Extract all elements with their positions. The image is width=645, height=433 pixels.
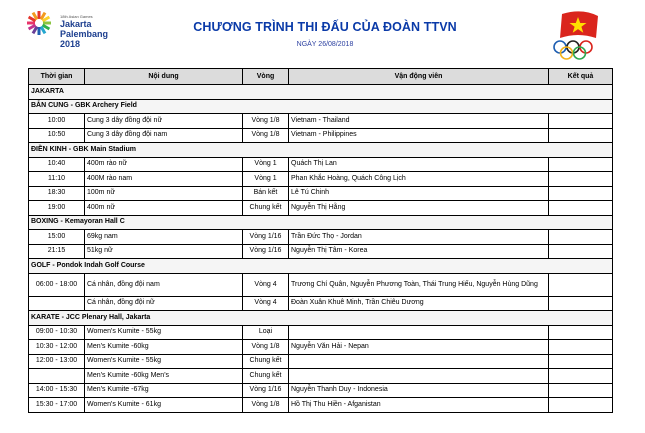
result-cell	[549, 398, 613, 413]
city-row	[29, 85, 613, 100]
table-row	[29, 383, 613, 398]
time-cell	[29, 369, 85, 384]
round-cell: Vòng 1/8	[243, 114, 289, 129]
time-cell: 21:15	[29, 244, 85, 259]
table-row	[29, 172, 613, 187]
time-cell: 10:00	[29, 114, 85, 129]
result-cell	[549, 244, 613, 259]
result-cell	[549, 230, 613, 245]
event-cell: Women's Kumite - 55kg	[85, 325, 243, 340]
round-cell: Chung kết	[243, 369, 289, 384]
result-cell	[549, 369, 613, 384]
event-cell: Women's Kumite - 61kg	[85, 398, 243, 413]
table-row	[29, 273, 613, 296]
event-cell: Men's Kumite -67kg	[85, 383, 243, 398]
page-right-margin	[618, 0, 645, 433]
olympic-committee-logo	[548, 8, 612, 60]
athletes-cell: Nguyễn Thị Hằng	[289, 201, 549, 216]
time-cell: 12:00 - 13:00	[29, 354, 85, 369]
time-cell: 15:30 - 17:00	[29, 398, 85, 413]
round-cell: Vòng 1/16	[243, 244, 289, 259]
section-row	[29, 259, 613, 274]
round-cell: Vòng 1/8	[243, 128, 289, 143]
time-cell: 14:00 - 15:30	[29, 383, 85, 398]
logo-line-1: Jakarta	[60, 19, 92, 29]
table-row	[29, 230, 613, 245]
event-cell: 51kg nữ	[85, 244, 243, 259]
table-row	[29, 186, 613, 201]
table-row	[29, 296, 613, 311]
result-cell	[549, 383, 613, 398]
city-label: JAKARTA	[29, 85, 613, 100]
round-cell: Vòng 4	[243, 273, 289, 296]
athletes-cell: Trương Chí Quân, Nguyễn Phương Toàn, Thái Trung Hiếu, Nguyễn Hùng Dũng	[289, 273, 549, 296]
round-cell: Vòng 1	[243, 172, 289, 187]
section-row	[29, 143, 613, 158]
round-cell: Vòng 1/16	[243, 383, 289, 398]
result-cell	[549, 273, 613, 296]
table-row	[29, 244, 613, 259]
round-cell: Bán kết	[243, 186, 289, 201]
round-cell: Vòng 4	[243, 296, 289, 311]
section-row	[29, 99, 613, 114]
result-cell	[549, 296, 613, 311]
time-cell: 10:40	[29, 157, 85, 172]
table-row	[29, 325, 613, 340]
athletes-cell	[289, 325, 549, 340]
event-cell: Women's Kumite - 55kg	[85, 354, 243, 369]
table-row	[29, 398, 613, 413]
logo-line-2: Palembang	[60, 29, 109, 39]
round-cell: Vòng 1/16	[243, 230, 289, 245]
section-title: ĐIỀN KINH - GBK Main Stadium	[29, 143, 613, 158]
section-row	[29, 311, 613, 326]
athletes-cell: Hồ Thị Thu Hiền - Afganistan	[289, 398, 549, 413]
athletes-cell: Đoàn Xuân Khuê Minh, Trần Chiêu Dương	[289, 296, 549, 311]
athletes-cell: Nguyễn Thanh Duy - Indonesia	[289, 383, 549, 398]
section-title: KARATE - JCC Plenary Hall, Jakarta	[29, 311, 613, 326]
table-row	[29, 114, 613, 129]
section-row	[29, 215, 613, 230]
round-cell: Loại	[243, 325, 289, 340]
time-cell: 10:50	[29, 128, 85, 143]
round-cell: Vòng 1/8	[243, 398, 289, 413]
table-row	[29, 201, 613, 216]
time-cell: 10:30 - 12:00	[29, 340, 85, 355]
table-row	[29, 157, 613, 172]
athletes-cell	[289, 369, 549, 384]
result-cell	[549, 114, 613, 129]
event-cell: Cung 3 dây đồng đội nam	[85, 128, 243, 143]
time-cell: 09:00 - 10:30	[29, 325, 85, 340]
event-cell: Cung 3 dây đồng đội nữ	[85, 114, 243, 129]
result-cell	[549, 325, 613, 340]
page-date: NGÀY 26/08/2018	[296, 41, 354, 48]
result-cell	[549, 172, 613, 187]
section-title: BẮN CUNG - GBK Archery Field	[29, 99, 613, 114]
athletes-cell	[289, 354, 549, 369]
round-cell: Chung kết	[243, 201, 289, 216]
athletes-cell: Phan Khắc Hoàng, Quách Công Lịch	[289, 172, 549, 187]
event-cell: 69kg nam	[85, 230, 243, 245]
time-cell: 19:00	[29, 201, 85, 216]
table-header-row	[29, 69, 613, 85]
page-title: CHƯƠNG TRÌNH THI ĐẤU CỦA ĐOÀN TTVN	[193, 20, 457, 34]
logo-year: 2018	[60, 39, 81, 49]
round-cell: Vòng 1	[243, 157, 289, 172]
event-cell: 400m nữ	[85, 201, 243, 216]
round-cell: Chung kết	[243, 354, 289, 369]
asian-games-logo	[20, 8, 110, 60]
logo-wordmark	[60, 14, 108, 49]
schedule-table	[28, 68, 613, 413]
athletes-cell: Vietnam - Thailand	[289, 114, 549, 129]
athletes-cell: Trần Đức Thọ - Jordan	[289, 230, 549, 245]
event-cell: 400m rào nữ	[85, 157, 243, 172]
table-row	[29, 128, 613, 143]
time-cell: 06:00 - 18:00	[29, 273, 85, 296]
header-athletes: Vận động viên	[289, 69, 549, 85]
table-row	[29, 354, 613, 369]
section-title: GOLF - Pondok Indah Golf Course	[29, 259, 613, 274]
athletes-cell: Nguyễn Thị Tâm - Korea	[289, 244, 549, 259]
time-cell	[29, 296, 85, 311]
header-time: Thời gian	[29, 69, 85, 85]
result-cell	[549, 128, 613, 143]
vietnam-olympic-flag-icon	[548, 8, 612, 60]
time-cell: 18:30	[29, 186, 85, 201]
document-header	[0, 0, 645, 66]
sun-emblem-icon	[26, 10, 52, 36]
result-cell	[549, 340, 613, 355]
event-cell: 400M rào nam	[85, 172, 243, 187]
round-cell: Vòng 1/8	[243, 340, 289, 355]
event-cell: Cá nhân, đồng đội nữ	[85, 296, 243, 311]
table-row	[29, 369, 613, 384]
header-result: Kết quả	[549, 69, 613, 85]
result-cell	[549, 354, 613, 369]
result-cell	[549, 201, 613, 216]
event-cell: Men's Kumite -60kg	[85, 340, 243, 355]
time-cell: 11:10	[29, 172, 85, 187]
athletes-cell: Vietnam - Philippines	[289, 128, 549, 143]
table-row	[29, 340, 613, 355]
time-cell: 15:00	[29, 230, 85, 245]
header-round: Vòng	[243, 69, 289, 85]
event-cell: Cá nhân, đồng đội nam	[85, 273, 243, 296]
athletes-cell: Nguyễn Văn Hải - Nepan	[289, 340, 549, 355]
result-cell	[549, 157, 613, 172]
athletes-cell: Lê Tú Chinh	[289, 186, 549, 201]
section-title: BOXING - Kemayoran Hall C	[29, 215, 613, 230]
logo-small-line: 18th Asian Games	[60, 14, 93, 19]
athletes-cell: Quách Thị Lan	[289, 157, 549, 172]
event-cell: Men's Kumite -60kg Men's	[85, 369, 243, 384]
event-cell: 100m nữ	[85, 186, 243, 201]
result-cell	[549, 186, 613, 201]
header-event: Nội dung	[85, 69, 243, 85]
